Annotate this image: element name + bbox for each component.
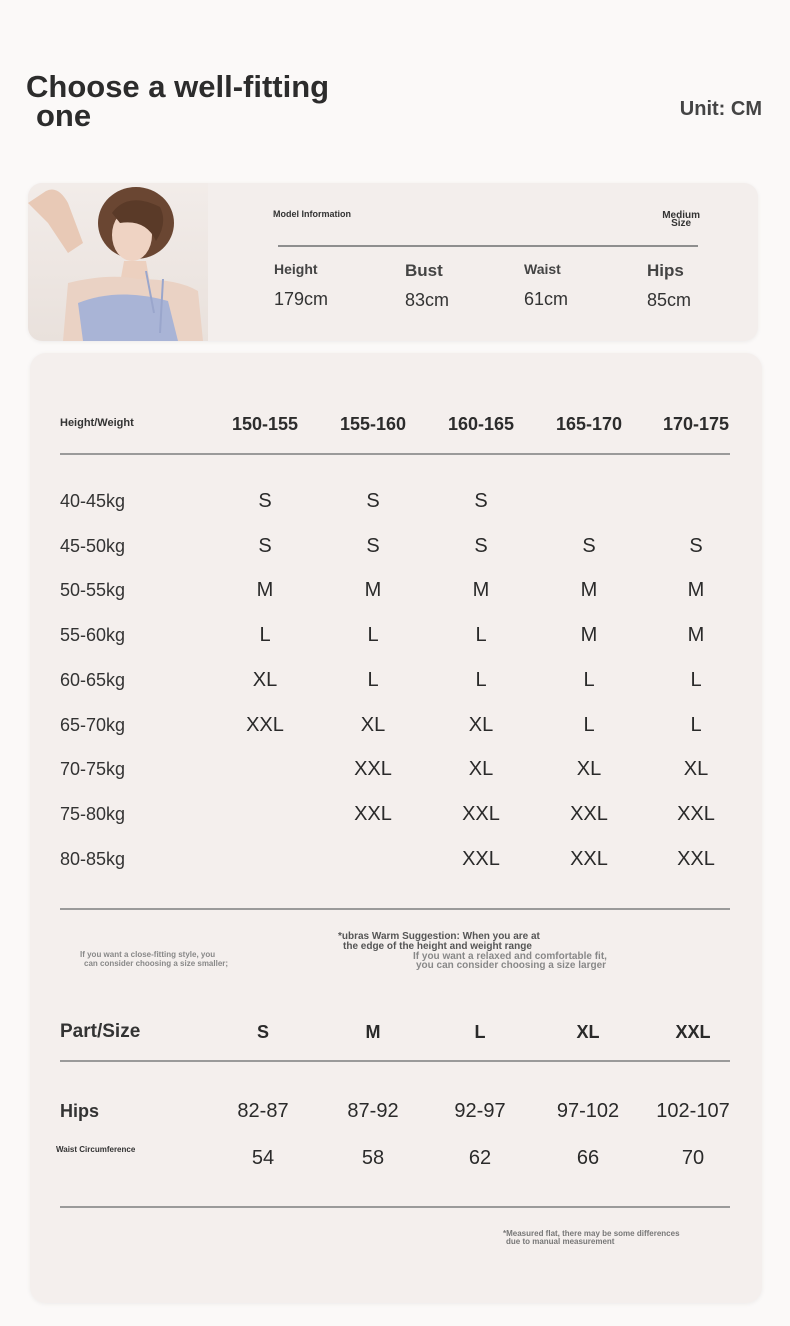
stat-hips <box>647 261 691 311</box>
note-line: the edge of the height and weight range <box>343 941 532 952</box>
size-cell: XL <box>468 714 494 736</box>
height-header: 165-170 <box>555 414 623 434</box>
model-size-label <box>662 212 700 228</box>
size-cell: L <box>690 714 702 736</box>
divider <box>60 1060 730 1062</box>
hips-value: 102-107 <box>656 1100 730 1122</box>
waist-value: 70 <box>681 1147 705 1169</box>
measurement-footnote <box>503 1230 680 1246</box>
size-cell: M <box>580 579 598 601</box>
stat-waist <box>524 261 568 310</box>
size-cell: XL <box>360 714 386 736</box>
hips-value: 92-97 <box>454 1100 506 1122</box>
stat-value: 85cm <box>647 290 692 310</box>
suggestion-title <box>338 932 540 952</box>
size-header: M <box>365 1022 381 1042</box>
size-cell: S <box>366 490 380 512</box>
stat-key: Bust <box>405 261 443 280</box>
size-cell: L <box>690 669 702 691</box>
size-cell: M <box>687 579 705 601</box>
size-cell: XL <box>252 669 278 691</box>
size-line-2: Size <box>671 218 692 229</box>
size-cell: XL <box>683 758 709 780</box>
size-cell: XXL <box>570 848 608 870</box>
size-cell: XXL <box>462 803 500 825</box>
size-cell: S <box>366 535 380 557</box>
note-line: *Measured flat, there may be some differences <box>503 1229 680 1238</box>
part-size-label: Part/Size <box>60 1021 141 1042</box>
note-line: you can consider choosing a size larger <box>416 960 607 971</box>
size-cell: XXL <box>354 803 392 825</box>
size-header: XL <box>576 1022 600 1042</box>
weight-row-label: 55-60kg <box>60 625 126 645</box>
size-cell: XL <box>468 758 494 780</box>
stat-key: Waist <box>524 261 561 277</box>
size-cell: M <box>472 579 490 601</box>
suggestion-smaller <box>80 950 228 968</box>
hips-value: 87-92 <box>347 1100 399 1122</box>
weight-row-label: 70-75kg <box>60 759 126 779</box>
divider <box>60 1206 730 1208</box>
stat-bust <box>405 261 449 311</box>
stat-value: 61cm <box>524 289 569 309</box>
divider <box>278 245 698 247</box>
waist-label: Waist Circumference <box>56 1145 136 1154</box>
size-cell: L <box>367 669 379 691</box>
waist-value: 66 <box>576 1147 600 1169</box>
stat-height <box>274 261 328 310</box>
stat-key: Height <box>274 261 318 277</box>
size-cell: XXL <box>677 803 715 825</box>
size-cell: L <box>583 669 595 691</box>
stat-key: Hips <box>647 261 684 280</box>
size-cell: XXL <box>354 758 392 780</box>
height-header: 160-165 <box>447 414 515 434</box>
size-header: S <box>256 1022 269 1042</box>
weight-row-label: 65-70kg <box>60 715 126 735</box>
size-cell: M <box>580 624 598 646</box>
size-cell: S <box>474 490 488 512</box>
size-cell: XXL <box>570 803 608 825</box>
weight-row-label: 40-45kg <box>60 491 126 511</box>
size-header: XXL <box>675 1022 711 1042</box>
unit-label: Unit: CM <box>679 98 762 120</box>
weight-row-label: 75-80kg <box>60 804 126 824</box>
waist-value: 54 <box>251 1147 275 1169</box>
size-header: L <box>474 1022 486 1042</box>
weight-row-label: 80-85kg <box>60 849 126 869</box>
height-weight-label: Height/Weight <box>60 417 134 429</box>
note-line: *ubras Warm Suggestion: When you are at <box>338 931 540 942</box>
note-line: If you want a close-fitting style, you <box>80 950 216 959</box>
height-header: 155-160 <box>339 414 407 434</box>
stat-value: 179cm <box>274 289 329 309</box>
weight-row-label: 50-55kg <box>60 580 126 600</box>
note-line: If you want a relaxed and comfortable fit, <box>413 951 607 962</box>
size-line-1: Medium <box>662 210 700 221</box>
size-cell: XL <box>576 758 602 780</box>
size-cell: XXL <box>462 848 500 870</box>
stat-value: 83cm <box>405 290 450 310</box>
size-cell: L <box>583 714 595 736</box>
size-cell: M <box>364 579 382 601</box>
size-cell: S <box>689 535 703 557</box>
weight-row-label: 45-50kg <box>60 536 126 556</box>
title-line-2: one <box>36 98 92 133</box>
size-cell: XXL <box>246 714 284 736</box>
model-info-card <box>28 183 758 341</box>
hips-value: 82-87 <box>237 1100 289 1122</box>
note-line: can consider choosing a size smaller; <box>84 959 229 968</box>
waist-value: 58 <box>361 1147 385 1169</box>
note-line: due to manual measurement <box>506 1237 615 1246</box>
weight-row-label: 60-65kg <box>60 670 126 690</box>
height-header: 150-155 <box>231 414 299 434</box>
title-line-1: Choose a well-fitting <box>26 69 330 104</box>
hips-label: Hips <box>60 1101 100 1121</box>
divider <box>60 453 730 455</box>
hips-value: 97-102 <box>556 1100 620 1122</box>
size-cell: S <box>258 535 272 557</box>
size-cell: XXL <box>677 848 715 870</box>
size-cell: M <box>687 624 705 646</box>
size-cell: L <box>259 624 271 646</box>
size-cell: L <box>475 624 487 646</box>
size-cell: L <box>475 669 487 691</box>
size-cell: S <box>474 535 488 557</box>
model-info-label: Model Information <box>273 209 351 219</box>
size-cell: L <box>367 624 379 646</box>
size-cell: S <box>258 490 272 512</box>
suggestion-larger <box>413 952 607 971</box>
model-photo <box>28 183 208 341</box>
height-header: 170-175 <box>662 414 730 434</box>
divider <box>60 908 730 910</box>
page-title <box>26 69 330 133</box>
size-cell: S <box>582 535 596 557</box>
waist-value: 62 <box>468 1147 492 1169</box>
size-cell: M <box>256 579 274 601</box>
